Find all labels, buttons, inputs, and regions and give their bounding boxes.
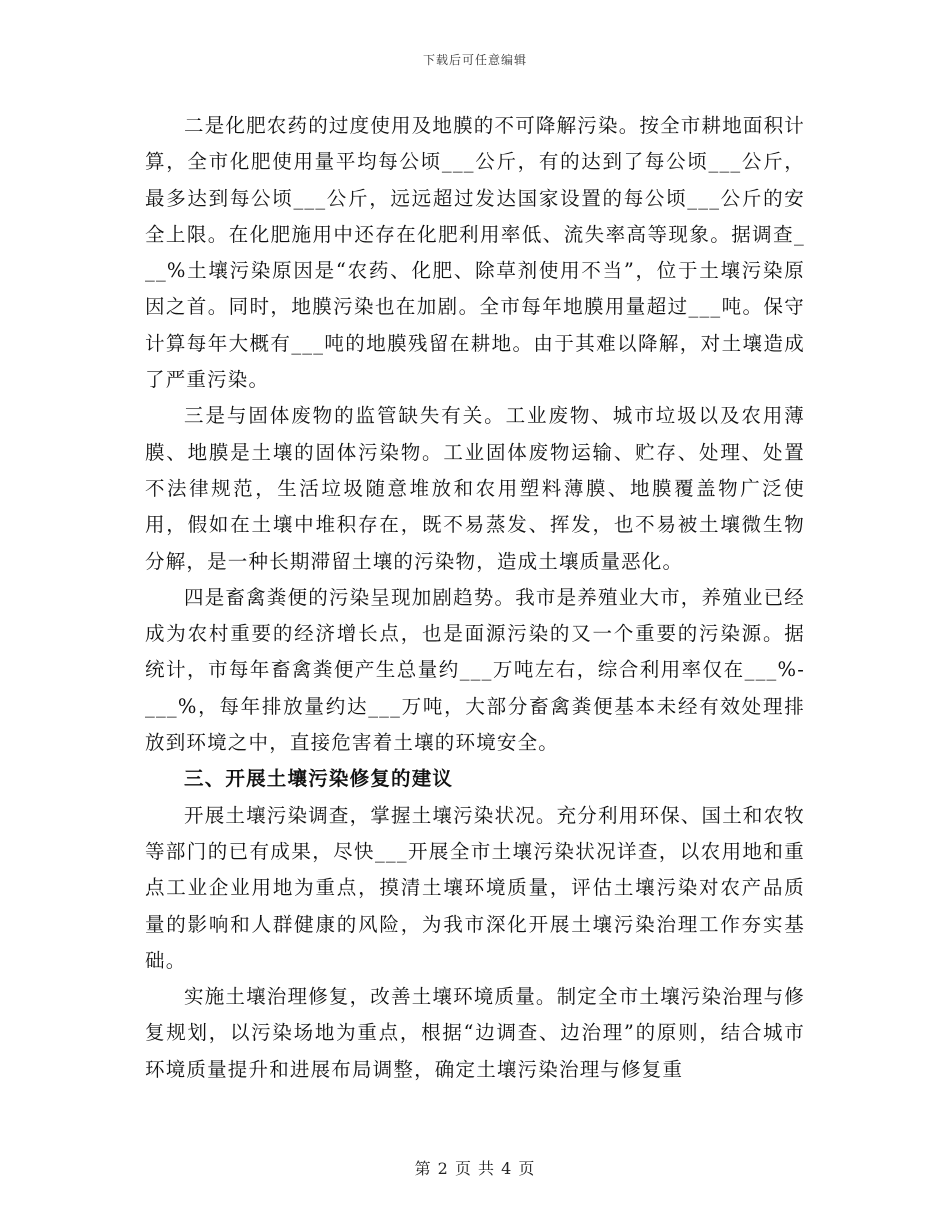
paragraph-soil-remediation: 实施土壤治理修复，改善土壤环境质量。制定全市土壤污染治理与修复规划，以污染场地为重点，根据“边调查、边治理”的原则，结合城市环境质量提升和进展布局调整，确定土壤污染治理与修复重 xyxy=(145,985,806,1081)
paragraph-fertilizer-pesticide: 二是化肥农药的过度使用及地膜的不可降解污染。按全市耕地面积计算，全市化肥使用量平均每公顷___公斤，有的达到了每公顷___公斤，最多达到每公顷___公斤，远远超过发达国家设置的每公顷___公斤的安全上限。在化肥施用中还存在化肥利用率低、流失率高等现象。据调查___%土壤污染原因是“农药、化肥、除草剂使用不当”，位于土壤污染原因之首。同时，地膜污染也在加剧。全市每年地膜用量超过___吨。保守计算每年大概有___吨的地膜残留在耕地。由于其难以降解，对土壤造成了严重污染。 xyxy=(145,114,806,392)
paragraph-livestock-manure: 四是畜禽粪便的污染呈现加剧趋势。我市是养殖业大市，养殖业已经成为农村重要的经济增长点，也是面源污染的又一个重要的污染源。据统计，市每年畜禽粪便产生总量约___万吨左右，综合利用率仅在___%-___%，每年排放量约达___万吨，大部分畜禽粪便基本未经有效处理排放到环境之中，直接危害着土壤的环境安全。 xyxy=(145,585,806,755)
document-body xyxy=(145,108,805,1088)
paragraph-solid-waste: 三是与固体废物的监管缺失有关。工业废物、城市垃圾以及农用薄膜、地膜是土壤的固体污染物。工业固体废物运输、贮存、处理、处置不法律规范，生活垃圾随意堆放和农用塑料薄膜、地膜覆盖物广泛使用，假如在土壤中堆积存在，既不易蒸发、挥发，也不易被土壤微生物分解，是一种长期滞留土壤的污染物，造成土壤质量恶化。 xyxy=(145,404,805,573)
paragraph-soil-survey: 开展土壤污染调查，掌握土壤污染状况。充分利用环保、国土和农牧等部门的已有成果，尽快___开展全市土壤污染状况详查，以农用地和重点工业企业用地为重点，摸清土壤环境质量，评估土壤污染对农产品质量的影响和人群健康的风险，为我市深化开展土壤污染治理工作夯实基础。 xyxy=(145,803,806,972)
page-header: 下载后可任意编辑 xyxy=(422,53,527,67)
page-footer: 第 2 页 共 4 页 xyxy=(414,1159,536,1178)
section-heading: 三、开展土壤污染修复的建议 xyxy=(184,767,454,791)
